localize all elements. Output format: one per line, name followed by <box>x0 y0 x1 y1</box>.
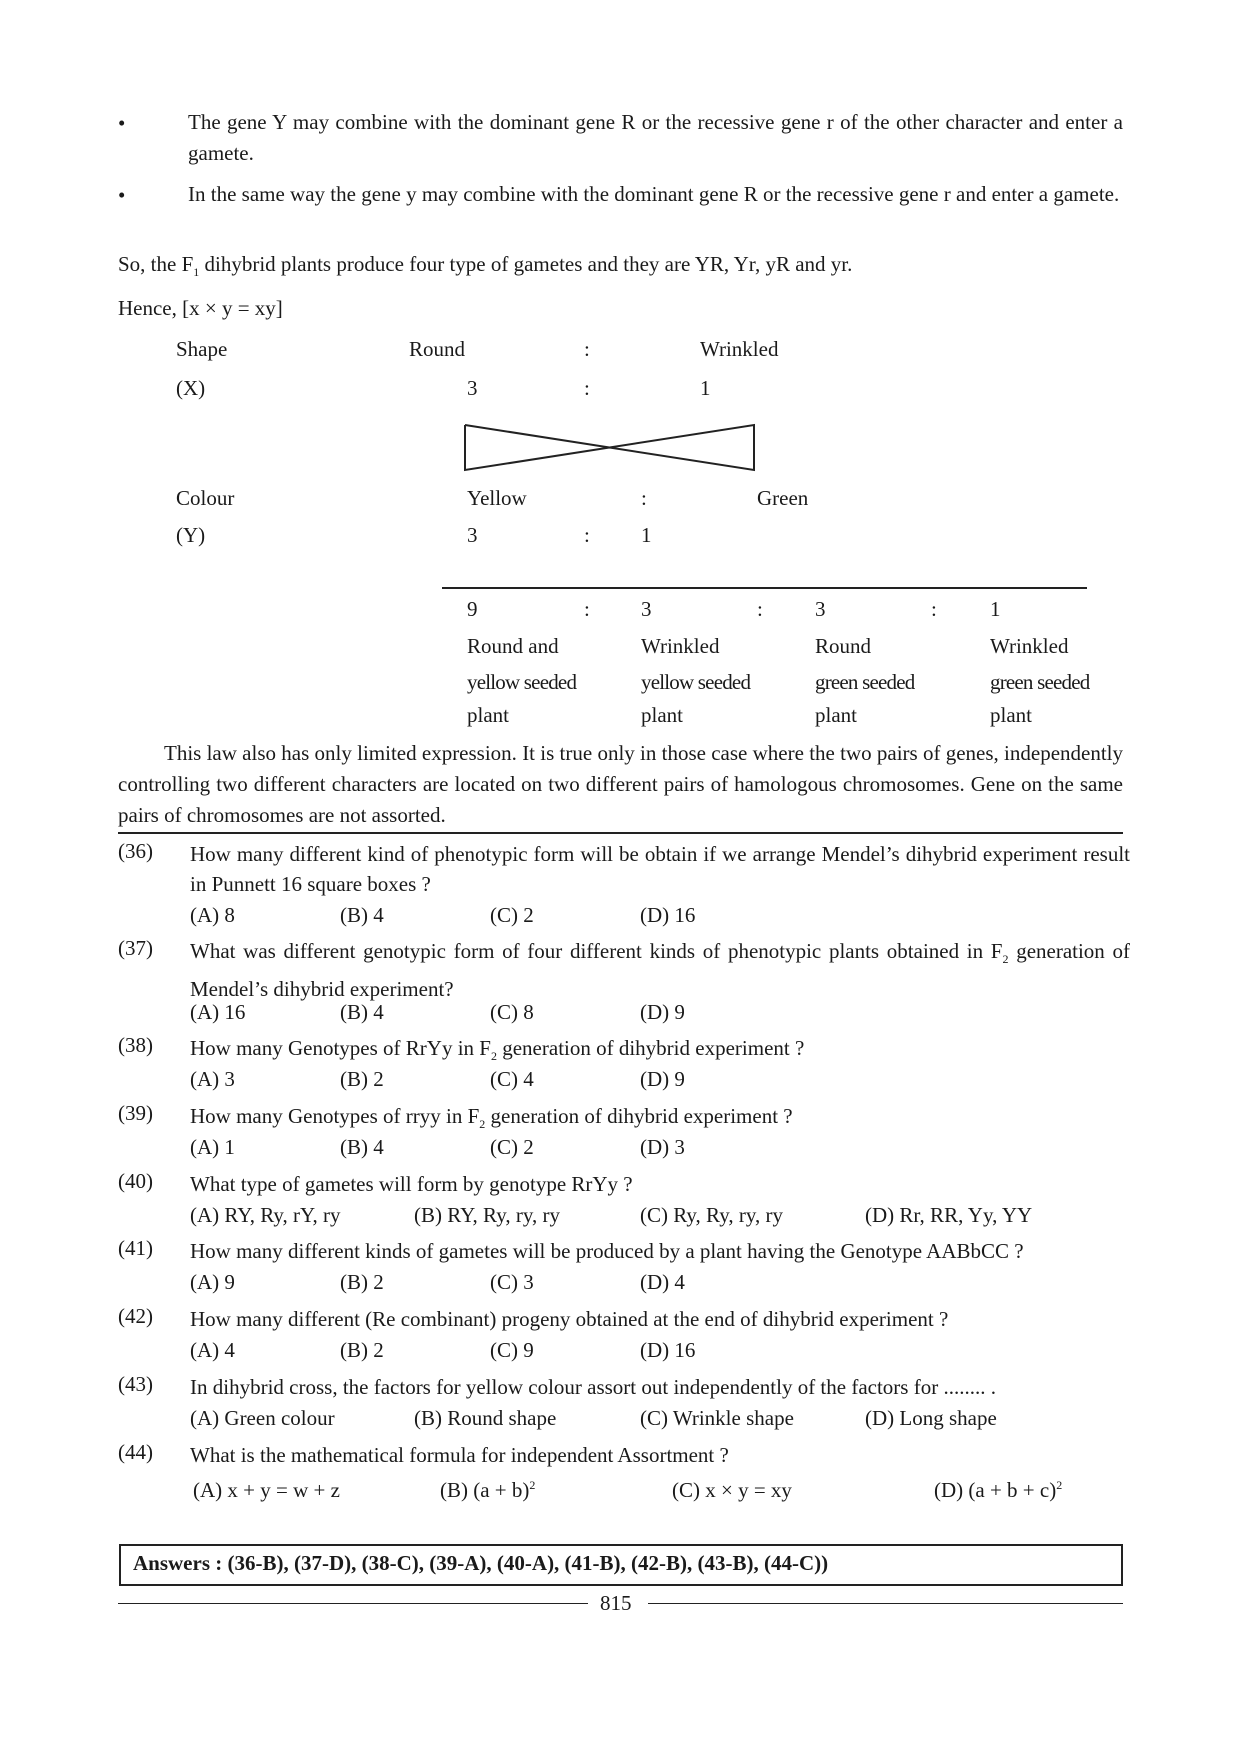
question-text: How many different kind of phenotypic form will be obtain if we arrange Mendel’s dihybrid experiment result in Punnett 16 square boxes ? <box>190 842 1130 896</box>
page-number: 815 <box>600 1591 632 1615</box>
question-text: How many Genotypes of RrYy in $F_2$ generation of dihybrid experiment ? <box>190 1036 805 1064</box>
result-label: Round and <box>467 634 559 658</box>
option-d: (D) $(a + b + c)^2$ <box>934 1478 1063 1502</box>
result-ratio: 3 <box>815 597 826 621</box>
option-c: (C) 8 <box>490 1000 534 1024</box>
question-number: (39) <box>118 1101 153 1125</box>
question-number: (37) <box>118 936 153 960</box>
answers-box: Answers : (36-B), (37-D), (38-C), (39-A), (40-A), (41-B), (42-B), (43-B), (44-C)) <box>119 1544 1123 1586</box>
question-number: (41) <box>118 1236 153 1260</box>
option-b: (B) 4 <box>340 1135 384 1159</box>
question-text: How many different kinds of gametes will be produced by a plant having the Genotype AABbCC ? <box>190 1239 1024 1263</box>
question-text: How many different (Re combinant) progeny obtained at the end of dihybrid experiment ? <box>190 1307 949 1331</box>
cross-diagram <box>462 420 758 476</box>
result-label: Wrinkled <box>641 634 720 658</box>
option-c: (C) Wrinkle shape <box>640 1406 794 1430</box>
colour-ratio-a: 3 <box>467 523 478 547</box>
question-number: (36) <box>118 839 153 863</box>
law-paragraph: This law also has only limited expression. It is true only in those case where the two pairs of genes, independently controlling two different characters are located on two different pairs of hamologous chromosomes. Gene on the same pairs of chromosomes are not assorted. <box>118 741 1123 827</box>
bullet-symbol: • <box>118 111 126 135</box>
option-b: (B) 4 <box>340 903 384 927</box>
option-c: (C) 9 <box>490 1338 534 1362</box>
ratio-colon: : <box>584 597 590 621</box>
shape-ratio-b: 1 <box>700 376 711 400</box>
question-text: In dihybrid cross, the factors for yellow colour assort out independently of the factors for ........ . <box>190 1375 996 1399</box>
option-d: (D) 3 <box>640 1135 685 1159</box>
green-label: Green <box>757 486 809 510</box>
shape-ratio-a: 3 <box>467 376 478 400</box>
result-divider <box>442 587 1087 589</box>
result-ratio: 9 <box>467 597 478 621</box>
option-c: (C) 2 <box>490 903 534 927</box>
colour-label: Colour <box>176 486 235 510</box>
ratio-colon: : <box>757 597 763 621</box>
colour-symbol: (Y) <box>176 523 206 547</box>
option-d: (D) Long shape <box>865 1406 997 1430</box>
round-label: Round <box>409 337 466 361</box>
option-c: (C) x × y = xy <box>672 1478 792 1502</box>
section-divider <box>118 832 1123 834</box>
formula-line: Hence, [x × y = xy] <box>118 296 283 320</box>
shape-label: Shape <box>176 337 228 361</box>
result-label: yellow seeded <box>467 670 577 694</box>
option-b: (B) $(a + b)^2$ <box>440 1478 536 1502</box>
option-c: (C) 4 <box>490 1067 534 1091</box>
shape-symbol: (X) <box>176 376 206 400</box>
option-a: (A) 9 <box>190 1270 235 1294</box>
result-label: plant <box>467 703 509 727</box>
option-a: (A) 16 <box>190 1000 246 1024</box>
option-d: (D) 16 <box>640 903 696 927</box>
option-a: (A) 4 <box>190 1338 235 1362</box>
question-text: How many Genotypes of rryy in $F_2$ generation of dihybrid experiment ? <box>190 1104 793 1132</box>
option-d: (D) Rr, RR, Yy, YY <box>865 1203 1033 1227</box>
question-text: What was different genotypic form of four different kinds of phenotypic plants obtained in $F_2$ generation of Mendel’s dihybrid experiment? <box>190 939 1130 1002</box>
option-c: (C) 3 <box>490 1270 534 1294</box>
result-label: green seeded <box>815 670 915 694</box>
bullet-symbol: • <box>118 183 126 207</box>
question-number: (42) <box>118 1304 153 1328</box>
option-a: (A) 1 <box>190 1135 235 1159</box>
wrinkled-label: Wrinkled <box>700 337 779 361</box>
ratio-colon: : <box>584 523 590 547</box>
ratio-colon: : <box>931 597 937 621</box>
bullet-text-1: The gene Y may combine with the dominant gene R or the recessive gene r of the other character and enter a gamete. <box>188 110 1123 165</box>
option-b: (B) RY, Ry, ry, ry <box>414 1203 560 1227</box>
question-number: (43) <box>118 1372 153 1396</box>
option-d: (D) 9 <box>640 1000 685 1024</box>
option-d: (D) 16 <box>640 1338 696 1362</box>
option-b: (B) 2 <box>340 1067 384 1091</box>
option-d: (D) 9 <box>640 1067 685 1091</box>
ratio-colon: : <box>584 337 590 361</box>
option-d: (D) 4 <box>640 1270 685 1294</box>
result-label: green seeded <box>990 670 1090 694</box>
option-b: (B) 2 <box>340 1270 384 1294</box>
option-c: (C) 2 <box>490 1135 534 1159</box>
option-a: (A) Green colour <box>190 1406 335 1430</box>
question-number: (38) <box>118 1033 153 1057</box>
colour-ratio-b: 1 <box>641 523 652 547</box>
result-label: plant <box>990 703 1032 727</box>
option-b: (B) Round shape <box>414 1406 557 1430</box>
result-label: yellow seeded <box>641 670 751 694</box>
option-a: (A) x + y = w + z <box>193 1478 340 1502</box>
result-label: plant <box>815 703 857 727</box>
footer-rule-left <box>118 1603 588 1604</box>
footer-rule-right <box>648 1603 1123 1604</box>
option-a: (A) 3 <box>190 1067 235 1091</box>
question-text: What is the mathematical formula for independent Assortment ? <box>190 1443 729 1467</box>
gametes-sentence: So, the $F_1$ dihybrid plants produce four type of gametes and they are YR, Yr, yR and yr. <box>118 252 853 280</box>
result-label: Round <box>815 634 872 658</box>
question-number: (44) <box>118 1440 153 1464</box>
option-c: (C) Ry, Ry, ry, ry <box>640 1203 783 1227</box>
result-ratio: 3 <box>641 597 652 621</box>
question-text: What type of gametes will form by genotype RrYy ? <box>190 1172 633 1196</box>
option-a: (A) RY, Ry, rY, ry <box>190 1203 341 1227</box>
option-b: (B) 4 <box>340 1000 384 1024</box>
bullet-text-2: In the same way the gene y may combine with the dominant gene R or the recessive gene r and enter a gamete. <box>188 182 1120 206</box>
yellow-label: Yellow <box>467 486 527 510</box>
result-label: plant <box>641 703 683 727</box>
question-number: (40) <box>118 1169 153 1193</box>
result-label: Wrinkled <box>990 634 1069 658</box>
option-b: (B) 2 <box>340 1338 384 1362</box>
ratio-colon: : <box>641 486 647 510</box>
ratio-colon: : <box>584 376 590 400</box>
result-ratio: 1 <box>990 597 1001 621</box>
option-a: (A) 8 <box>190 903 235 927</box>
